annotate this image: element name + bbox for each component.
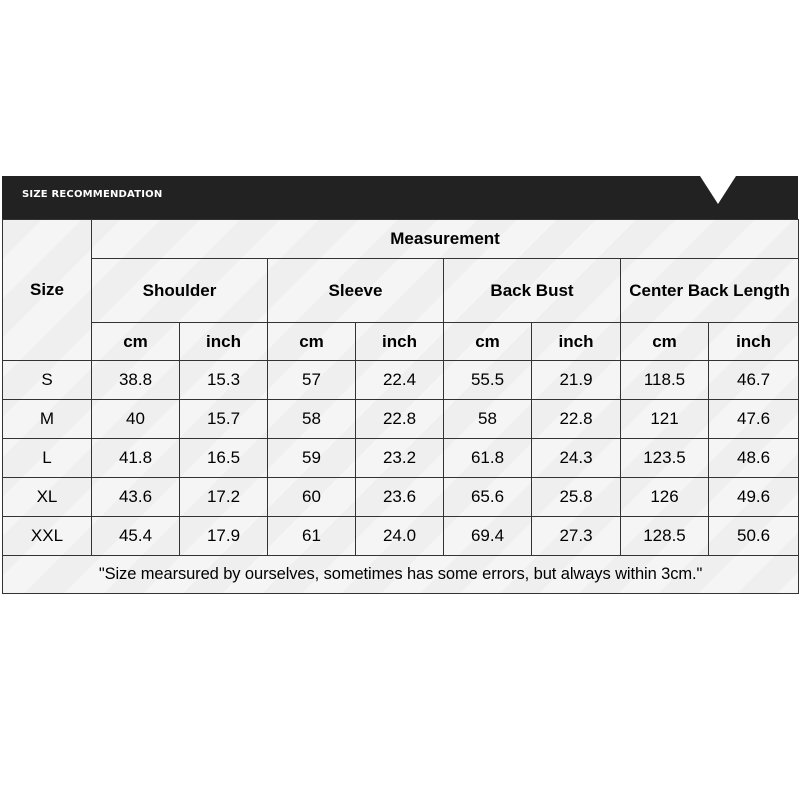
value-cell: 118.5 xyxy=(621,361,709,400)
unit-header: inch xyxy=(532,323,621,361)
value-cell: 38.8 xyxy=(92,361,180,400)
unit-header: cm xyxy=(621,323,709,361)
unit-header: inch xyxy=(356,323,444,361)
value-cell: 59 xyxy=(268,439,356,478)
value-cell: 43.6 xyxy=(92,478,180,517)
value-cell: 27.3 xyxy=(532,517,621,556)
size-table xyxy=(2,219,799,594)
value-cell: 22.4 xyxy=(356,361,444,400)
size-cell: L xyxy=(3,439,92,478)
value-cell: 69.4 xyxy=(444,517,532,556)
group-header-center-back-length: Center Back Length xyxy=(621,259,799,323)
value-cell: 17.9 xyxy=(180,517,268,556)
value-cell: 24.0 xyxy=(356,517,444,556)
value-cell: 22.8 xyxy=(532,400,621,439)
unit-header: cm xyxy=(444,323,532,361)
header-bar xyxy=(2,176,798,219)
value-cell: 50.6 xyxy=(709,517,799,556)
measurement-header: Measurement xyxy=(92,220,799,259)
value-cell: 60 xyxy=(268,478,356,517)
value-cell: 41.8 xyxy=(92,439,180,478)
size-cell: XXL xyxy=(3,517,92,556)
unit-header: inch xyxy=(709,323,799,361)
value-cell: 61.8 xyxy=(444,439,532,478)
value-cell: 16.5 xyxy=(180,439,268,478)
note-row xyxy=(3,556,799,594)
value-cell: 21.9 xyxy=(532,361,621,400)
size-cell: M xyxy=(3,400,92,439)
notch-marker xyxy=(700,176,736,204)
value-cell: 57 xyxy=(268,361,356,400)
value-cell: 65.6 xyxy=(444,478,532,517)
table-row xyxy=(3,361,799,400)
table-row xyxy=(3,517,799,556)
group-header-back-bust: Back Bust xyxy=(444,259,621,323)
value-cell: 48.6 xyxy=(709,439,799,478)
table-row xyxy=(3,400,799,439)
group-header-row xyxy=(3,259,799,323)
value-cell: 25.8 xyxy=(532,478,621,517)
size-header: Size xyxy=(3,220,92,361)
value-cell: 58 xyxy=(444,400,532,439)
group-header-shoulder: Shoulder xyxy=(92,259,268,323)
unit-header: cm xyxy=(268,323,356,361)
value-cell: 121 xyxy=(621,400,709,439)
value-cell: 47.6 xyxy=(709,400,799,439)
value-cell: 15.7 xyxy=(180,400,268,439)
value-cell: 23.6 xyxy=(356,478,444,517)
value-cell: 61 xyxy=(268,517,356,556)
table-row xyxy=(3,478,799,517)
value-cell: 49.6 xyxy=(709,478,799,517)
value-cell: 17.2 xyxy=(180,478,268,517)
value-cell: 126 xyxy=(621,478,709,517)
value-cell: 15.3 xyxy=(180,361,268,400)
size-note: "Size mearsured by ourselves, sometimes has some errors, but always within 3cm." xyxy=(3,556,799,594)
table-row xyxy=(3,439,799,478)
value-cell: 22.8 xyxy=(356,400,444,439)
value-cell: 46.7 xyxy=(709,361,799,400)
value-cell: 58 xyxy=(268,400,356,439)
value-cell: 40 xyxy=(92,400,180,439)
unit-header-row xyxy=(3,323,799,361)
value-cell: 23.2 xyxy=(356,439,444,478)
unit-header: inch xyxy=(180,323,268,361)
unit-header: cm xyxy=(92,323,180,361)
value-cell: 128.5 xyxy=(621,517,709,556)
header-title: SIZE RECOMMENDATION xyxy=(22,189,163,200)
value-cell: 24.3 xyxy=(532,439,621,478)
measurement-header-row xyxy=(3,220,799,259)
value-cell: 55.5 xyxy=(444,361,532,400)
value-cell: 45.4 xyxy=(92,517,180,556)
size-cell: S xyxy=(3,361,92,400)
size-cell: XL xyxy=(3,478,92,517)
value-cell: 123.5 xyxy=(621,439,709,478)
group-header-sleeve: Sleeve xyxy=(268,259,444,323)
